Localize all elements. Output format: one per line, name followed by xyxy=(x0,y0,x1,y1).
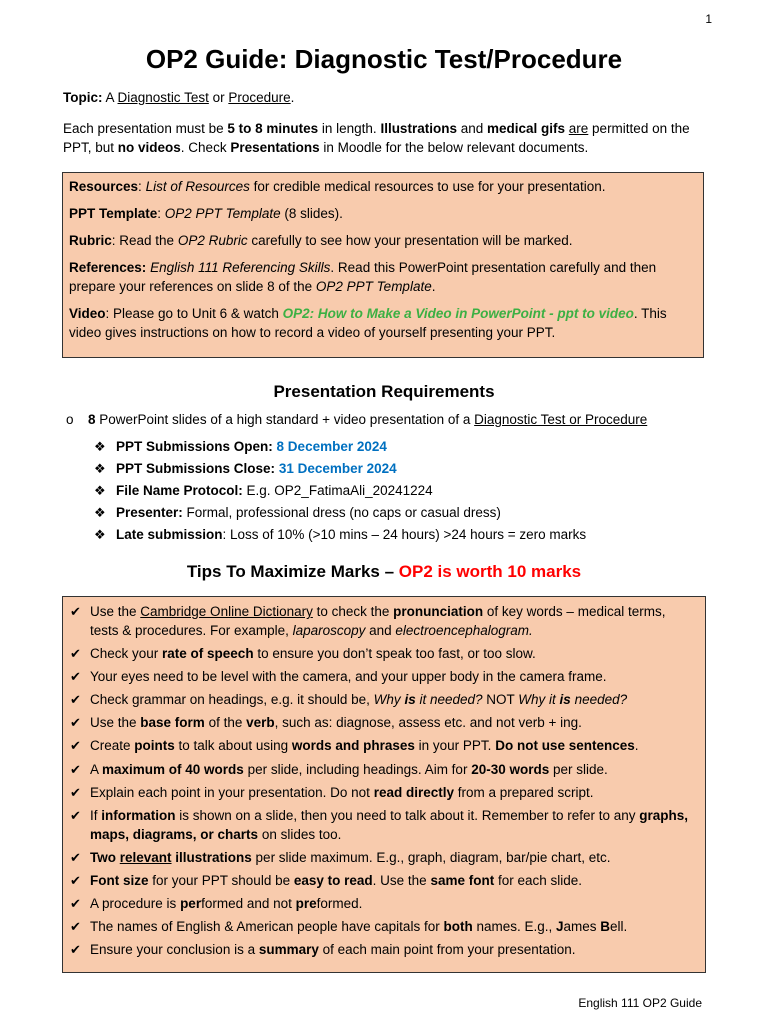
checkmark-icon: ✔ xyxy=(70,919,81,935)
tips-list xyxy=(65,602,705,959)
checkmark-icon: ✔ xyxy=(70,872,81,888)
req-late: ❖ Late submission: Loss of 10% (>10 mins – 24 hours) >24 hours = zero marks xyxy=(94,525,586,547)
tip-item: ✔ Create points to talk about using words and phrases in your PPT. Do not use sentences. xyxy=(70,738,639,754)
checkmark-icon: ✔ xyxy=(70,807,81,823)
checkmark-icon: ✔ xyxy=(70,604,81,619)
requirements-list xyxy=(94,437,586,547)
ppt-template-item: PPT Template: OP2 PPT Template (8 slides). xyxy=(69,206,343,221)
diamond-bullet-icon: ❖ xyxy=(94,505,106,520)
req-presenter: ❖ Presenter: Formal, professional dress (no caps or casual dress) xyxy=(94,503,586,525)
req-open: ❖ PPT Submissions Open: 8 December 2024 xyxy=(94,437,586,459)
tip-item: ✔ Font size for your PPT should be easy to read. Use the same font for each slide. xyxy=(70,872,582,888)
req-file-name: ❖ File Name Protocol: E.g. OP2_FatimaAli_20241224 xyxy=(94,481,586,503)
checkmark-icon: ✔ xyxy=(70,896,81,912)
checkmark-icon: ✔ xyxy=(70,784,81,800)
references-item: References: English 111 Referencing Skills. Read this PowerPoint presentation carefully and then prepare your references on slide 8 of the OP2 PPT Template. xyxy=(69,260,657,294)
intro-paragraph: Each presentation must be 5 to 8 minutes in length. Illustrations and medical gifs are permitted on the PPT, but no videos. Check Presentations in Moodle for the below relevant documents. xyxy=(63,121,690,155)
checkmark-icon: ✔ xyxy=(70,849,81,865)
diamond-bullet-icon: ❖ xyxy=(94,483,106,498)
tip-item: ✔ Ensure your conclusion is a summary of each main point from your presentation. xyxy=(70,942,576,958)
topic-label: Topic: xyxy=(63,90,103,105)
checkmark-icon: ✔ xyxy=(70,692,81,708)
checkmark-icon: ✔ xyxy=(70,738,81,754)
tips-box xyxy=(62,596,706,973)
requirements-main-item: o 8 PowerPoint slides of a high standard + video presentation of a Diagnostic Test or Procedure xyxy=(66,412,648,427)
tip-item: ✔ Explain each point in your presentation. Do not read directly from a prepared script. xyxy=(70,784,594,800)
req-close: ❖ PPT Submissions Close: 31 December 2024 xyxy=(94,459,586,481)
checkmark-icon: ✔ xyxy=(70,942,81,958)
tip-item: ✔ Use the base form of the verb, such as: diagnose, assess etc. and not verb + ing. xyxy=(70,715,582,731)
topic-procedure: Procedure xyxy=(228,90,291,105)
tip-item: ✔ A procedure is performed and not preformed. xyxy=(70,896,363,912)
circle-bullet-icon: o xyxy=(66,412,74,427)
video-link[interactable]: OP2: How to Make a Video in PowerPoint - ppt to video xyxy=(282,306,634,321)
tip-item: ✔ Two relevant illustrations per slide maximum. E.g., graph, diagram, bar/pie chart, etc. xyxy=(70,849,611,865)
diamond-bullet-icon: ❖ xyxy=(94,461,106,476)
topic-text: A xyxy=(102,90,118,105)
tip-item: ✔ Check your rate of speech to ensure you don’t speak too fast, or too slow. xyxy=(70,646,536,662)
tip-item: ✔ If information is shown on a slide, then you need to talk about it. Remember to refer to any graphs, maps, diagrams, or charts on slides too. xyxy=(70,807,689,842)
checkmark-icon: ✔ xyxy=(70,669,81,685)
tip-item: ✔ Check grammar on headings, e.g. it should be, Why is it needed? NOT Why it is needed? xyxy=(70,692,628,708)
diamond-bullet-icon: ❖ xyxy=(94,439,106,454)
resources-item: Resources: List of Resources for credible medical resources to use for your presentation. xyxy=(69,179,606,194)
tip-item: ✔ A maximum of 40 words per slide, including headings. Aim for 20-30 words per slide. xyxy=(70,761,608,777)
diamond-bullet-icon: ❖ xyxy=(94,527,106,542)
video-item: Video: Please go to Unit 6 & watch OP2: How to Make a Video in PowerPoint - ppt to video. This video gives instructions on how to record a video of yourself presenting your PPT. xyxy=(69,306,667,340)
footer: English 111 OP2 Guide xyxy=(578,996,702,1010)
tip-item: ✔ Your eyes need to be level with the camera, and your upper body in the camera frame. xyxy=(70,669,607,685)
topic-diagnostic-test: Diagnostic Test xyxy=(117,90,209,105)
tips-heading: Tips To Maximize Marks – OP2 is worth 10 marks xyxy=(186,562,582,581)
topic-text: or xyxy=(208,90,229,105)
topic-line xyxy=(63,89,713,107)
requirements-heading: Presentation Requirements xyxy=(273,382,495,401)
page-title: OP2 Guide: Diagnostic Test/Procedure xyxy=(145,44,623,74)
topic-text: . xyxy=(290,90,295,105)
checkmark-icon: ✔ xyxy=(70,761,81,777)
checkmark-icon: ✔ xyxy=(70,715,81,731)
checkmark-icon: ✔ xyxy=(70,646,81,662)
tip-item: ✔ The names of English & American people have capitals for both names. E.g., James Bell. xyxy=(70,919,628,935)
page-number: 1 xyxy=(705,12,712,26)
tip-item: ✔ Use the Cambridge Online Dictionary to check the pronunciation of key words – medical terms, tests & procedures. For example, laparoscopy and electroencephalogram. xyxy=(70,604,666,638)
resources-box xyxy=(62,172,704,358)
rubric-item: Rubric: Read the OP2 Rubric carefully to see how your presentation will be marked. xyxy=(69,233,573,248)
